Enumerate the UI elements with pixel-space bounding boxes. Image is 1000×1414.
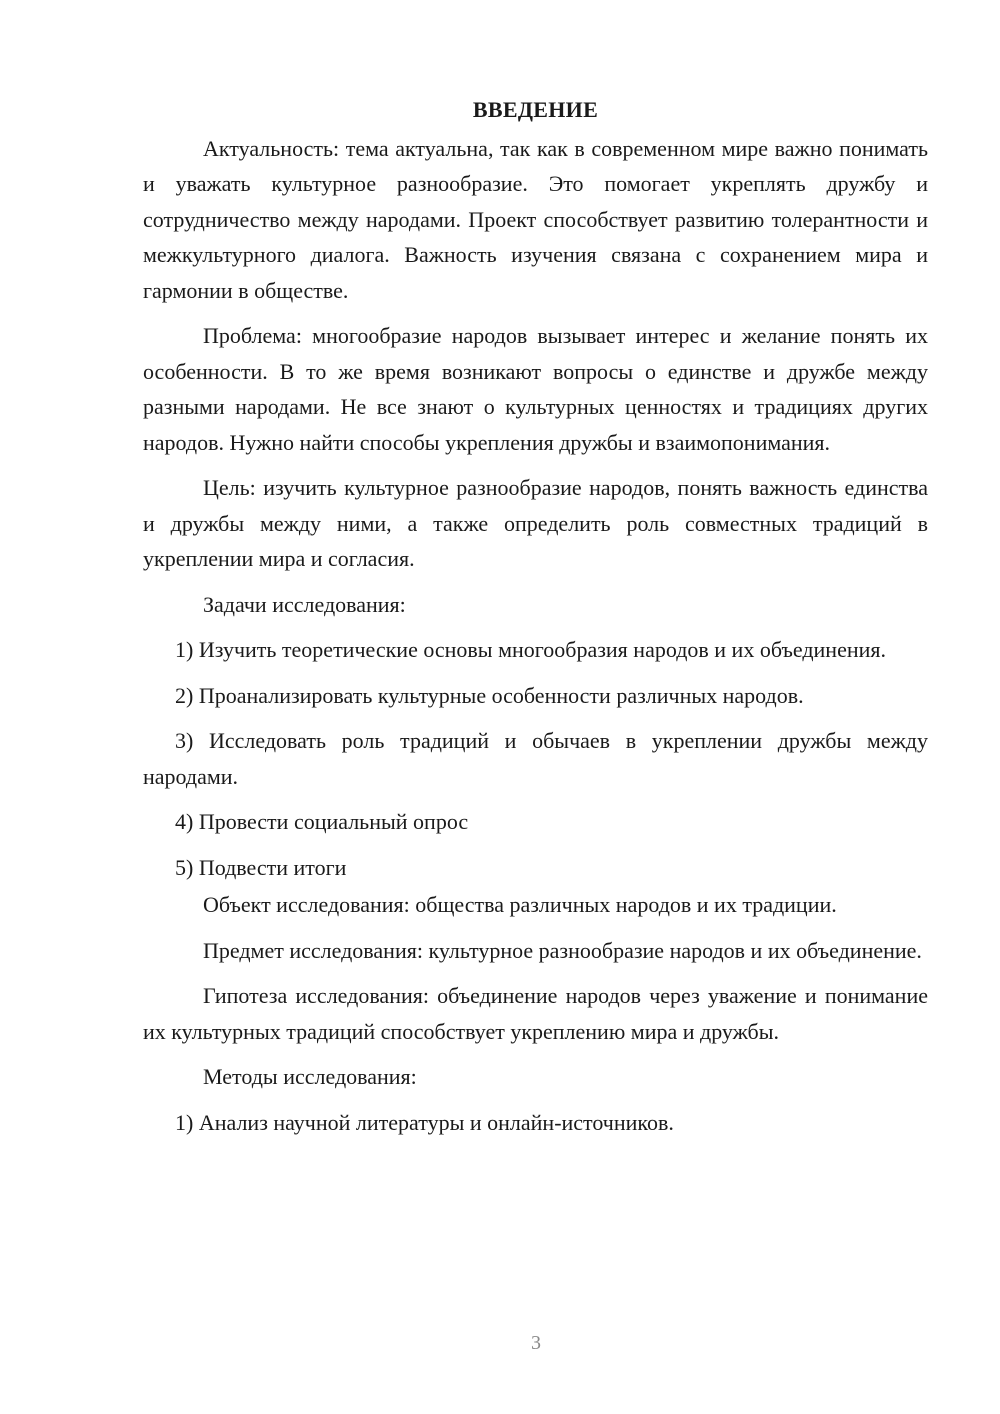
page-number: 3 xyxy=(531,1332,541,1354)
section-title: ВВЕДЕНИЕ xyxy=(472,97,599,122)
goal-paragraph: Цель: изучить культурное разнообразие народов, понять важность единства и дружбы между ними, а также определить роль совместных традиций в укреплении мира и согласия. xyxy=(143,475,928,571)
problem-paragraph: Проблема: многообразие народов вызывает интерес и желание понять их особенности. В то же время возникают вопросы о единстве и дружбе между разными народами. Не все знают о культурных ценностях и традициях других народов. Нужно найти способы укрепления дружбы и взаимопонимания. xyxy=(143,323,928,455)
task-item: 2) Проанализировать культурные особенности различных народов. xyxy=(175,682,804,708)
task-item: 1) Изучить теоретические основы многообразия народов и их объединения. xyxy=(175,637,886,662)
object-paragraph: Объект исследования: общества различных народов и их традиции. xyxy=(203,892,837,917)
method-item: 1) Анализ научной литературы и онлайн-источников. xyxy=(175,1109,674,1135)
tasks-heading: Задачи исследования: xyxy=(203,591,406,617)
methods-heading: Методы исследования: xyxy=(203,1064,417,1089)
subject-paragraph: Предмет исследования: культурное разнообразие народов и их объединение. xyxy=(203,937,922,963)
relevance-paragraph: Актуальность: тема актуальна, так как в современном мире важно понимать и уважать культурное разнообразие. Это помогает укреплять дружбу и сотрудничество между народами. Проект способствует развитию толерантности и межкультурного диалога. Важность изучения связана с сохранением мира и гармонии в обществе. xyxy=(143,135,928,303)
task-item: 5) Подвести итоги xyxy=(175,854,347,880)
task-item: 4) Провести социальный опрос xyxy=(175,809,469,834)
hypothesis-paragraph: Гипотеза исследования: объединение народов через уважение и понимание их культурных традиций способствует укреплению мира и дружбы. xyxy=(143,983,928,1044)
document-page xyxy=(143,92,928,1150)
task-item: 3) Исследовать роль традиций и обычаев в укреплении дружбы между народами. xyxy=(143,728,928,789)
